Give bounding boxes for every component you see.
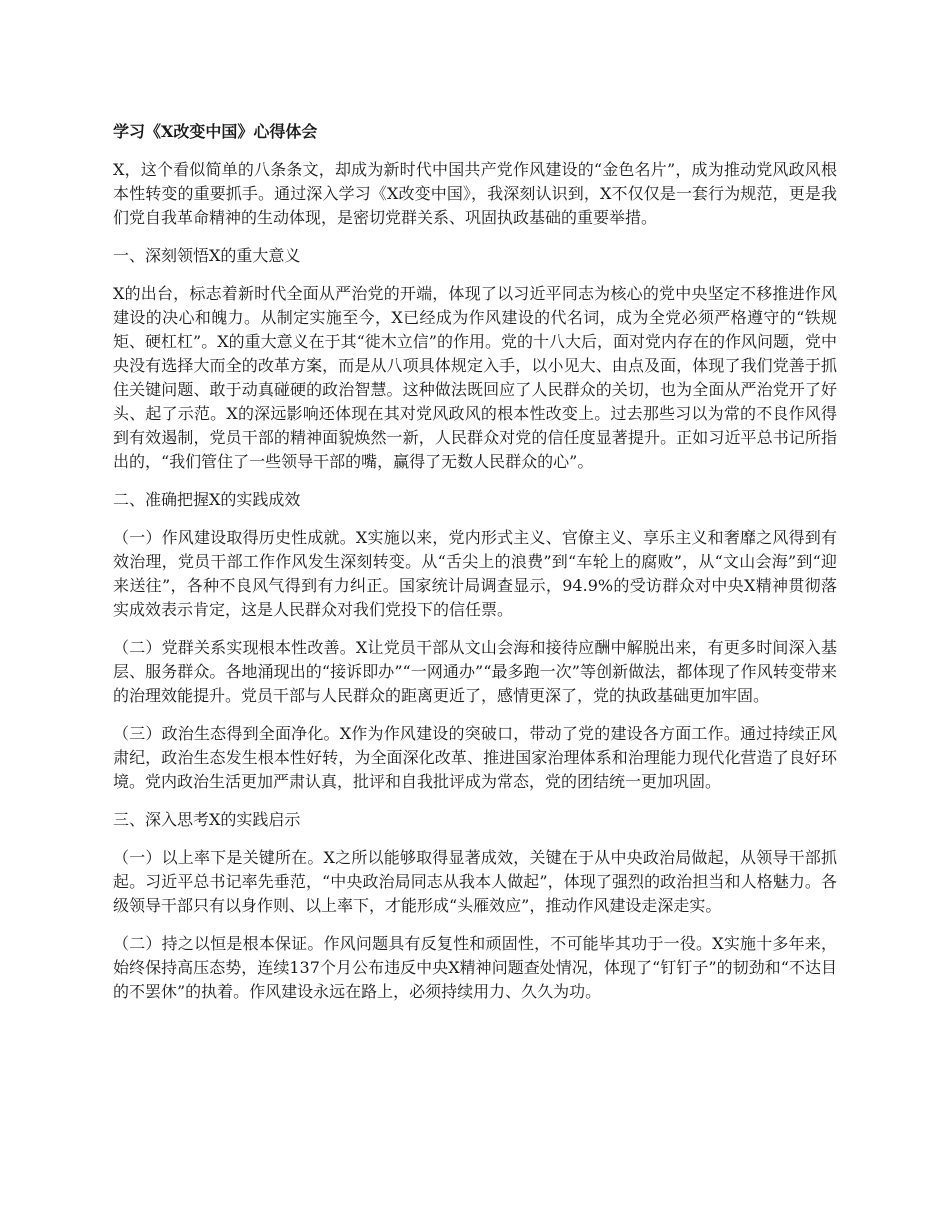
section-heading-1: 一、深刻领悟X的重大意义 — [113, 246, 301, 265]
section-3-paragraph-1: （一）以上率下是关键所在。X之所以能够取得显著成效，关键在于从中央政治局做起，从领导干部抓起。习近平总书记率先垂范，“中央政治局同志从我本人做起”，体现了强烈的政治担当和人格魅力。各级领导干部只有以身作则、以上率下，才能形成“头雁效应”，推动作风建设走深走实。 — [113, 848, 837, 915]
document-title: 学习《X改变中国》心得体会 — [113, 122, 318, 141]
section-3-paragraph-2: （二）持之以恒是根本保证。作风问题具有反复性和顽固性，不可能毕其功于一役。X实施十多年来，始终保持高压态势，连续137个月公布违反中央X精神问题查处情况，体现了“钉钉子”的韧劲和“不达目的不罢休”的执着。作风建设永远在路上，必须持续用力、久久为功。 — [113, 934, 837, 1001]
section-2-paragraph-3: （三）政治生态得到全面净化。X作为作风建设的突破口，带动了党的建设各方面工作。通过持续正风肃纪，政治生态发生根本性好转，为全面深化改革、推进国家治理体系和治理能力现代化营造了良好环境。党内政治生活更加严肃认真，批评和自我批评成为常态，党的团结统一更加巩固。 — [113, 724, 837, 791]
document-page — [113, 120, 837, 1018]
section-heading-3: 三、深入思考X的实践启示 — [113, 810, 301, 829]
section-1-paragraph-1: X的出台，标志着新时代全面从严治党的开端，体现了以习近平同志为核心的党中央坚定不移推进作风建设的决心和魄力。从制定实施至今，X已经成为作风建设的代名词，成为全党必须严格遵守的“铁规矩、硬杠杠”。X的重大意义在于其“徙木立信”的作用。党的十八大后，面对党内存在的作风问题，党中央没有选择大而全的改革方案，而是从八项具体规定入手，以小见大、由点及面，体现了我们党善于抓住关键问题、敢于动真碰硬的政治智慧。这种做法既回应了人民群众的关切，也为全面从严治党开了好头、起了示范。X的深远影响还体现在其对党风政风的根本性改变上。过去那些习以为常的不良作风得到有效遏制，党员干部的精神面貌焕然一新，人民群众对党的信任度显著提升。正如习近平总书记所指出的，“我们管住了一些领导干部的嘴，赢得了无数人民群众的心”。 — [113, 284, 837, 471]
section-2-paragraph-2: （二）党群关系实现根本性改善。X让党员干部从文山会海和接待应酬中解脱出来，有更多时间深入基层、服务群众。各地涌现出的“接诉即办”“一网通办”“最多跑一次”等创新做法，都体现了作风转变带来的治理效能提升。党员干部与人民群众的距离更近了，感情更深了，党的执政基础更加牢固。 — [113, 638, 837, 705]
intro-paragraph: X，这个看似简单的八条条文，却成为新时代中国共产党作风建设的“金色名片”，成为推动党风政风根本性转变的重要抓手。通过深入学习《X改变中国》，我深刻认识到，X不仅仅是一套行为规范，更是我们党自我革命精神的生动体现，是密切党群关系、巩固执政基础的重要举措。 — [113, 160, 837, 227]
section-heading-2: 二、准确把握X的实践成效 — [113, 490, 301, 509]
section-2-paragraph-1: （一）作风建设取得历史性成就。X实施以来，党内形式主义、官僚主义、享乐主义和奢靡之风得到有效治理，党员干部工作作风发生深刻转变。从“舌尖上的浪费”到“车轮上的腐败”，从“文山会海”到“迎来送往”，各种不良风气得到有力纠正。国家统计局调查显示，94.9%的受访群众对中央X精神贯彻落实成效表示肯定，这是人民群众对我们党投下的信任票。 — [113, 528, 837, 619]
